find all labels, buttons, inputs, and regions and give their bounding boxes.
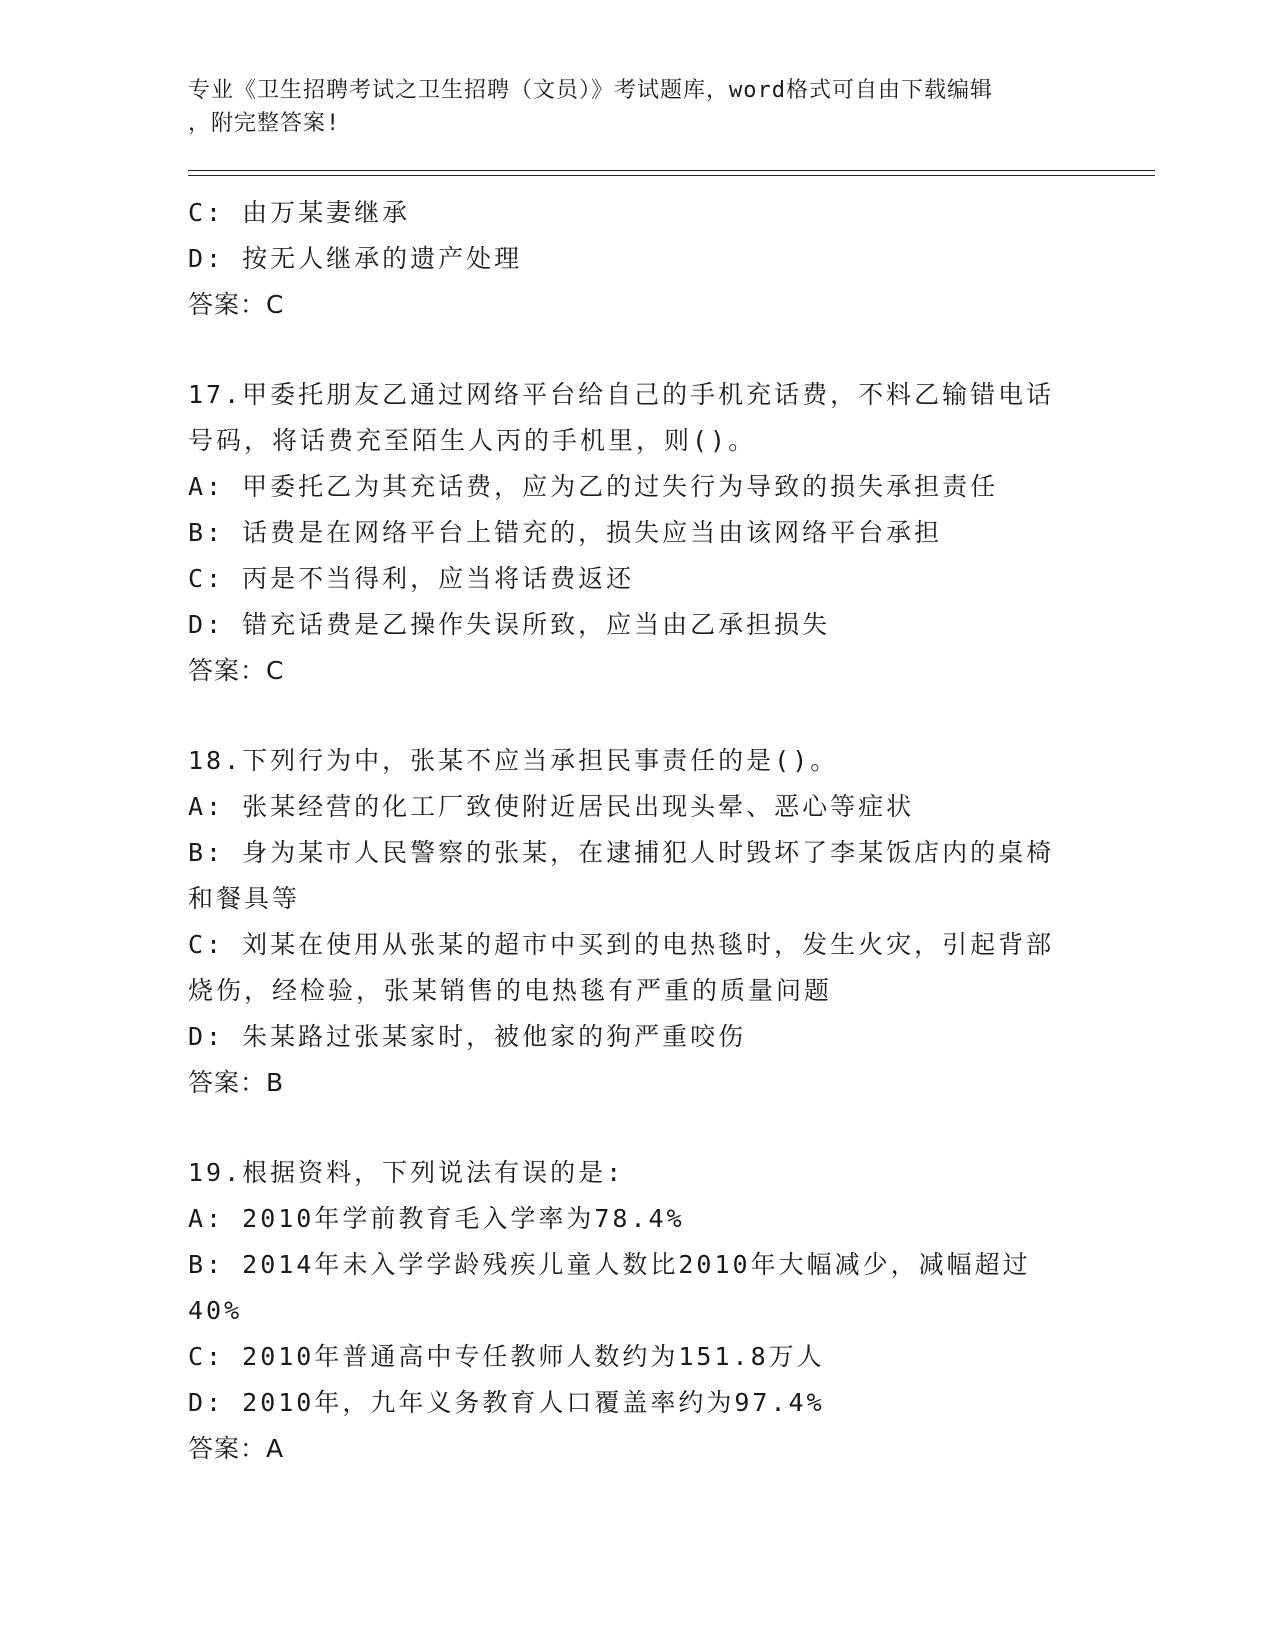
- option-b: B: 2014年未入学学龄残疾儿童人数比2010年大幅减少，减幅超过: [188, 1250, 1031, 1279]
- answer: 答案：C: [188, 656, 285, 685]
- answer: 答案：B: [188, 1068, 285, 1097]
- answer: 答案：A: [188, 1434, 285, 1463]
- option-d: D: 朱某路过张某家时，被他家的狗严重咬伤: [188, 1022, 747, 1051]
- question-19: [188, 1150, 1148, 1472]
- option-b-continued: 和餐具等: [188, 884, 301, 913]
- option-a: A: 2010年学前教育毛入学率为78.4%: [188, 1204, 685, 1233]
- option-b: B: 身为某市人民警察的张某，在逮捕犯人时毁坏了李某饭店内的桌椅: [188, 838, 1055, 867]
- question-stem: 19.根据资料，下列说法有误的是:: [188, 1158, 625, 1187]
- header-line-1: 专业《卫生招聘考试之卫生招聘（文员）》考试题库，word格式可自由下载编辑: [188, 78, 993, 103]
- option-a: A: 甲委托乙为其充话费，应为乙的过失行为导致的损失承担责任: [188, 472, 999, 501]
- question-stem: 18.下列行为中，张某不应当承担民事责任的是()。: [188, 746, 839, 775]
- option-d: D: 错充话费是乙操作失误所致，应当由乙承担损失: [188, 610, 831, 639]
- question-gap: [188, 328, 1148, 372]
- option-c: C: 2010年普通高中专任教师人数约为151.8万人: [188, 1342, 825, 1371]
- option-c: C: 刘某在使用从张某的超市中买到的电热毯时，发生火灾，引起背部: [188, 930, 1055, 959]
- option-b-continued: 40%: [188, 1296, 243, 1325]
- question-17: [188, 372, 1148, 694]
- option-d: D: 2010年，九年义务教育人口覆盖率约为97.4%: [188, 1388, 825, 1417]
- question-gap: [188, 694, 1148, 738]
- question-stem-continued: 号码，将话费充至陌生人丙的手机里，则()。: [188, 426, 757, 455]
- header-rule-bottom: [188, 175, 1155, 176]
- question-stem: 17.甲委托朋友乙通过网络平台给自己的手机充话费，不料乙输错电话: [188, 380, 1055, 409]
- option-d: D: 按无人继承的遗产处理: [188, 244, 523, 273]
- option-b: B: 话费是在网络平台上错充的，损失应当由该网络平台承担: [188, 518, 943, 547]
- page-header: [188, 74, 1068, 140]
- header-line-2: ，附完整答案!: [188, 111, 341, 136]
- question-list: [188, 190, 1148, 1472]
- question-18: [188, 738, 1148, 1106]
- option-c: C: 由万某妻继承: [188, 198, 411, 227]
- header-rule-top: [188, 170, 1155, 171]
- answer: 答案：C: [188, 290, 285, 319]
- question-gap: [188, 1106, 1148, 1150]
- question-16-tail: [188, 190, 1148, 328]
- option-a: A: 张某经营的化工厂致使附近居民出现头晕、恶心等症状: [188, 792, 915, 821]
- option-c-continued: 烧伤，经检验，张某销售的电热毯有严重的质量问题: [188, 976, 833, 1005]
- option-c: C: 丙是不当得利，应当将话费返还: [188, 564, 635, 593]
